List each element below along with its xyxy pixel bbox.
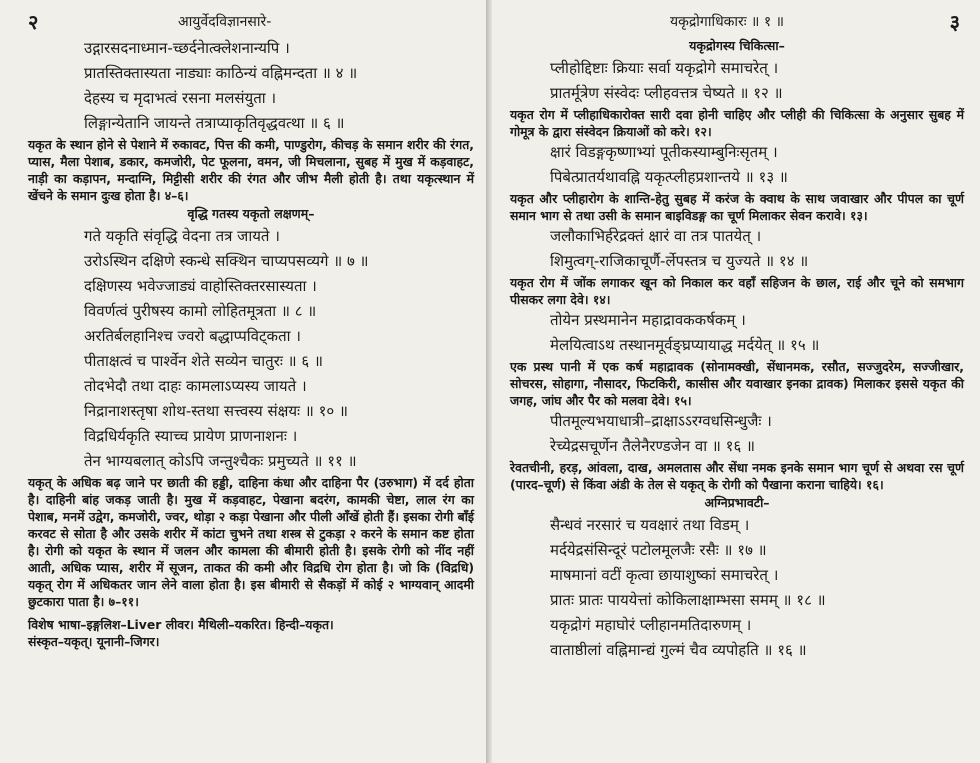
section-heading: यकृद्रोगस्य चिकित्सा–: [689, 38, 785, 53]
verse-line: उद्गारसदनाध्मान-च्छर्दनेात्क्लेशनान्यपि ।: [84, 39, 290, 57]
left-page: [0, 0, 486, 763]
verse-line: तोदभेदौ तथा दाहः कामलाऽप्यस्य जायते ।: [84, 377, 307, 395]
right-page: [492, 0, 980, 763]
verse-line: रेच्येद्रसचूर्णेन तैलेनैरण्डजेन वा ॥ १६ ॥: [550, 437, 755, 455]
verse-line: तोयेन प्रस्थमानेन महाद्रावककर्षकम् ।: [550, 311, 746, 329]
verse-line: प्रातर्मूत्रेण संस्वेदः प्लीहवत्तत्र चेष्यते ॥ १२ ॥: [550, 84, 783, 102]
verse-line: क्षारं विडङ्गकृष्णाभ्यां पूतीकस्याम्बुनिःसृतम् ।: [550, 143, 778, 161]
verse-line: पीताक्षत्वं च पार्श्वेन शेते सव्येन चातुरः ॥ ६ ॥: [84, 352, 323, 370]
verse-line: माषमानां वटीं कृत्वा छायाशुष्कां समाचरेत् ।: [550, 566, 779, 584]
verse-line: वाताष्ठीलां वह्निमान्द्यं गुल्मं चैव व्यपोहति ॥ १६ ॥: [550, 641, 807, 659]
verse-line: यकृद्रोगं महाघोरं प्लीहानमतिदारुणम् ।: [550, 616, 752, 634]
verse-line: तेन भाग्यबलात् कोऽपि जन्तुश्चैकः प्रमुच्यते ॥ ११ ॥: [84, 452, 357, 470]
verse-line: प्रातस्तिक्तास्यता नाड्याः काठिन्यं वह्निमन्दता ॥ ४ ॥: [84, 64, 358, 82]
verse-line: मेलयित्वाऽथ तस्थानमूर्वङ्घ्रप्यायाद्ध मर्दयेत् ॥ १५ ॥: [550, 336, 820, 354]
translation-paragraph: रेवतचीनी, हरड़, आंवला, दाख, अमलतास और सेंधा नमक इनके समान भाग चूर्ण से अथवा रस चूर्ण (पारद–चूर्ण) से किंवा अंडी के तेल से यकृत् के रोगी को पैखाना कराना चाहिये। १६।: [510, 460, 964, 492]
verse-line: शिमुत्वग्-राजिकाचूर्णै-र्लेपस्तत्र च युज्यते ॥ १४ ॥: [550, 252, 809, 270]
verse-line: प्लीहोद्दिष्टाः क्रियाः सर्वा यकृद्रोगे समाचरेत् ।: [550, 59, 779, 77]
verse-line: विवर्णत्वं पुरीषस्य कामो लोहितमूत्रता ॥ ८ ॥: [84, 302, 317, 320]
translation-paragraph: यकृत और प्लीहारोग के शान्ति-हेतु सुबह में करंज के क्वाथ के साथ जवाखार और पीपल का चूर्ण समान भाग से तथा उसी के समान बाइविडङ्ग का चूर्ण मिलाकर सेवन करावे। १३।: [510, 191, 964, 223]
verse-line: अरतिर्बलहानिश्च ज्वरो बद्धाप्पविट्कता ।: [84, 327, 301, 345]
verse-line: दक्षिणस्य भवेज्जाड्यं वाहोस्तिक्तरसास्यता ।: [84, 277, 317, 295]
right-running-title: यकृद्रोगाधिकारः ॥ १ ॥: [670, 14, 785, 30]
translation-paragraph: यकृत् के अधिक बढ़ जाने पर छाती की हड्डी, दाहिना कंधा और दाहिना पैर (उरुभाग) में दर्द होता है। दाहिनी बांह जकड़ जाती है। मुख में कड़वाहट, पेखाना बदरंग, कामकी चेष्टा, लाल रंग का पेशाब, मनमें उद्वेग, कमजोरी, ज्वर, थोड़ा २ कड़ा पेखाना और पीली आँखें होती हैं। इसका रोगी बाँई करवट से सोता है और उसके शरीर में कांटा चुभने तथा शस्त्र से टुकड़ा २ करने के समान कष्ट होता है। रोगी को यकृत के स्थान में जलन और कामला की बीमारी होती है। इसके रोगी को नींद नहीं आती, अधिक प्यास, शरीर में सूजन, ताकत की कमी और विद्रधि रोग होता है। जो कि (विद्रधि) यकृत् रोग में अधिकतर जान लेने वाला होता है। इस बीमारी से सैकड़ों में कोई २ भाग्यवान् आदमी छुटकारा पाता है। ७–११।: [28, 475, 474, 609]
verse-line: पिबेत्प्रातर्यथावह्नि यकृत्प्लीहप्रशान्तये ॥ १३ ॥: [550, 168, 788, 186]
synonyms-line: विशेष भाषा–इङ्गलिश–Liver लीवर। मैथिली–यकरित। हिन्दी–यकृत।: [28, 617, 334, 632]
verse-line: विद्रधिर्यकृति स्याच्च प्रायेण प्राणनाशनः ।: [84, 427, 298, 445]
verse-line: सैन्धवं नरसारं च यवक्षारं तथा विडम् ।: [550, 516, 750, 534]
verse-line: मर्दयेद्रसंसिन्दूरं पटोलमूलजैः रसैः ॥ १७ ॥: [550, 541, 767, 559]
translation-paragraph: यकृत के स्थान होने से पेशाने में रुकावट, पित्त की कमी, पाण्डुरोग, कीचड़ के समान शरीर की रंगत, प्यास, मैला पेशाब, डकार, कमजोरी, पेट फूलना, वमन, जी मिचलाना, सुबह में मुख में कड़वाहट, नाड़ी का कड़ापन, मन्दाग्नि, मिट्टीसी शरीर की रंगत और जीभ मैली होती है। तथा यकृत्स्थान में खेंचने के समान दुःख होता है। ४–६।: [28, 137, 474, 203]
left-page-number: २: [28, 10, 39, 34]
verse-line: उरोऽस्थिन दक्षिणे स्कन्धे सक्थिन चाप्यपसव्यगे ॥ ७ ॥: [84, 252, 369, 270]
verse-line: निद्रानाशस्तृषा शोथ-स्तथा सत्त्वस्य संक्षयः ॥ १० ॥: [84, 402, 348, 420]
section-heading: अग्निप्रभावटी–: [704, 495, 770, 510]
verse-line: पीतमूल्यभयाधात्री–द्राक्षाऽऽरग्वधसिन्धुजैः ।: [550, 412, 772, 430]
verse-line: प्रातः प्रातः पाययेत्तां कोकिलाक्षाम्भसा समम् ॥ १८ ॥: [550, 591, 826, 609]
left-header: [28, 6, 474, 36]
translation-paragraph: यकृत रोग में प्लीहाधिकारोक्त सारी दवा होनी चाहिए और प्लीही की चिकित्सा के अनुसार सुबह में गोमूत्र के द्वारा संस्वेदन क्रियाओं को करे। १२।: [510, 107, 964, 139]
section-heading: वृद्धि गतस्य यकृतो लक्षणम्–: [187, 206, 315, 221]
verse-line: जलौकाभिर्हरेद्रक्तं क्षारं वा तत्र पातयेत् ।: [550, 227, 762, 245]
synonyms-line: संस्कृत–यकृत्। यूनानी–जिगर।: [28, 634, 160, 649]
right-header: [510, 6, 964, 36]
translation-paragraph: यकृत रोग में जोंक लगाकर खून को निकाल कर वहाँ सहिजन के छाल, राई और चूने को समभाग पीसकर लगा देवे। १४।: [510, 275, 964, 307]
translation-paragraph: एक प्रस्थ पानी में एक कर्ष महाद्रावक (सोनामक्खी, सेंधानमक, रसौत, सज्जुदरेम, सज्जीखार, सोचरस, सोहागा, नौसादर, फिटकिरी, कासीस और यवाखार इनका द्रावक) मिलाकर इससे यकृत की जगह, जांघ और पैर को मलवा देवे। १५।: [510, 359, 964, 408]
verse-line: लिङ्गान्येतानि जायन्ते तत्राप्याकृतिवृद्धवत्था ॥ ६ ॥: [84, 114, 345, 132]
right-page-number: ३: [949, 10, 960, 34]
verse-line: गते यकृति संवृद्धि वेदना तत्र जायते ।: [84, 227, 280, 245]
left-running-title: आयुर्वेदविज्ञानसारे-: [178, 14, 272, 30]
verse-line: देहस्य च मृदाभत्वं रसना मलसंयुता ।: [84, 89, 277, 107]
